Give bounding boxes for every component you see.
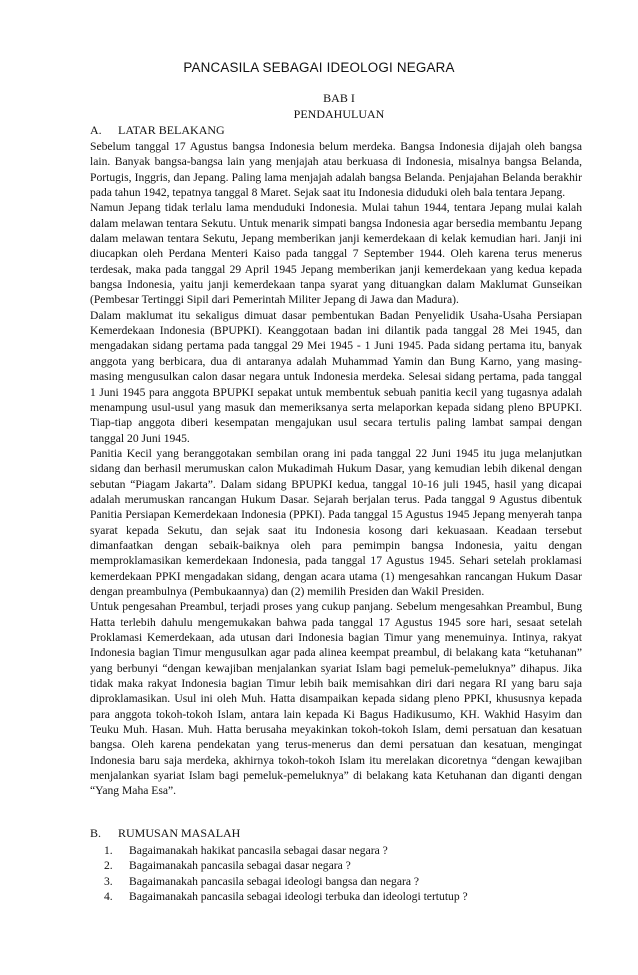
document-title: PANCASILA SEBAGAI IDEOLOGI NEGARA xyxy=(183,60,455,75)
paragraph: Namun Jepang tidak terlalu lama menduduki Indonesia. Mulai tahun 1944, tentara Jepang mulai kalah dalam melawan tentara Sekutu. Untuk menarik simpati bangsa Indonesia agar bersedia membantu Jepang dalam melawan tentara Sekutu, Jepang memberikan janji kemerdekaan di kelak kemudian hari. Janji ini diucapkan oleh Perdana Menteri Kaiso pada tanggal 7 September 1944. Oleh karena terus menerus terdesak, maka pada tanggal 29 April 1945 Jepang memberikan janji kemerdekaan yang kedua kepada bangsa Indonesia, yaitu janji kemerdekaan tanpa syarat yang dituangkan dalam Maklumat Gunseikan (Pembesar Tertinggi Sipil dari Pemerintah Militer Jepang di Jawa dan Madura). xyxy=(90,201,582,307)
section-a-number: A. xyxy=(90,123,102,137)
section-b-number: B. xyxy=(90,826,102,840)
paragraph: Dalam maklumat itu sekaligus dimuat dasar pembentukan Badan Penyelidik Usaha-Usaha Persiapan Kemerdekaan Indonesia (BPUPKI). Keanggotaan badan ini dilantik pada tanggal 28 Mei 1945, dan mengadakan sidang pertama pada tanggal 29 Mei 1945 - 1 Juni 1945. Pada sidang pertama itu, banyak anggota yang berbicara, dua di antaranya adalah Muhammad Yamin dan Bung Karno, yang masing-masing mengusulkan calon dasar negara untuk Indonesia merdeka. Selesai sidang pertama, pada tanggal 1 Juni 1945 para anggota BPUPKI sepakat untuk membentuk sebuah panitia kecil yang tugasnya adalah menampung usul-usul yang masuk dan memeriksanya serta melaporkan kepada sidang pleno BPUPKI. Tiap-tiap anggota diberi kesempatan mengajukan usul secara tertulis paling lambat sampai dengan tanggal 20 Juni 1945. xyxy=(90,308,582,445)
section-a-title: LATAR BELAKANG xyxy=(118,123,225,137)
paragraph: Panitia Kecil yang beranggotakan sembilan orang ini pada tanggal 22 Juni 1945 itu juga melanjutkan sidang dan berhasil merumuskan calon Mukadimah Hukum Dasar, yang kemudian lebih dikenal dengan sebutan “Piagam Jakarta”. Dalam sidang BPUPKI kedua, tanggal 10-16 juli 1945, hasil yang dicapai adalah merumuskan rancangan Hukum Dasar. Sejarah berjalan terus. Pada tanggal 9 Agustus dibentuk Panitia Persiapan Kemerdekaan Indonesia (PPKI). Pada tanggal 15 Agustus 1945 Jepang menyerah tanpa syarat kepada Sekutu, dan sejak saat itu Indonesia kosong dari kekuasaan. Keadaan tersebut dimanfaatkan dengan sebaik-baiknya oleh para pemimpin bangsa Indonesia, yaitu dengan memproklamasikan kemerdekaan Indonesia, pada tanggal 17 Agustus 1945. Sehari setelah proklamasi kemerdekaan PPKI mengadakan sidang, dengan acara utama (1) mengesahkan rancangan Hukum Dasar dengan preambulnya (Pembukaannya) dan (2) memilih Presiden dan Wakil Presiden. xyxy=(90,446,582,598)
list-item: 1. Bagaimanakah hakikat pancasila sebagai dasar negara ? xyxy=(104,844,388,857)
chapter-number: BAB I xyxy=(323,91,355,105)
section-a-body xyxy=(90,139,582,799)
paragraph: Untuk pengesahan Preambul, terjadi proses yang cukup panjang. Sebelum mengesahkan Preambul, Bung Hatta terlebih dahulu mengemukakan bahwa pada tanggal 17 Agustus 1945 sore hari, sesaat setelah Proklamasi Kemerdekaan, ada utusan dari Indonesia bagian Timur yang menemuinya. Intinya, rakyat Indonesia bagian Timur mengusulkan agar pada alinea keempat preambul, di belakang kata “ketuhanan” yang berbunyi “dengan kewajiban menjalankan syariat Islam bagi pemeluk-pemeluknya” dihapus. Jika tidak maka rakyat Indonesia bagian Timur lebih baik memisahkan diri dari negara RI yang baru saja diproklamasikan. Usul ini oleh Muh. Hatta disampaikan kepada sidang pleno PPKI, khususnya kepada para anggota tokoh-tokoh Islam, antara lain kepada Ki Bagus Hadikusumo, KH. Wakhid Hasyim dan Teuku Muh. Hasan. Muh. Hatta berusaha meyakinkan tokoh-tokoh Islam, demi persatuan dan kesatuan bangsa. Oleh karena pendekatan yang terus-menerus dan demi persatuan dan kesatuan, mengingat Indonesia baru saja merdeka, akhirnya tokoh-tokoh Islam itu merelakan dicoretnya “dengan kewajiban menjalankan syariat Islam bagi pemeluk-pemeluknya” di belakang kata Ketuhanan dan diganti dengan “Yang Maha Esa”. xyxy=(90,600,582,798)
list-item: 3. Bagaimanakah pancasila sebagai ideologi bangsa dan negara ? xyxy=(104,874,420,888)
section-b-title: RUMUSAN MASALAH xyxy=(118,826,241,840)
paragraph: Sebelum tanggal 17 Agustus bangsa Indonesia belum merdeka. Bangsa Indonesia dijajah oleh bangsa lain. Banyak bangsa-bangsa lain yang menjajah atau berkuasa di Indonesia, misalnya bangsa Belanda, Portugis, Inggris, dan Jepang. Paling lama menjajah adalah bangsa Belanda. Penjajahan Belanda berakhir pada tahun 1942, tepatnya tanggal 8 Maret. Sejak saat itu Indonesia diduduki oleh bala tentara Jepang. xyxy=(90,140,582,200)
section-a-heading xyxy=(90,123,225,138)
chapter-title: PENDAHULUAN xyxy=(293,107,385,121)
section-b-heading xyxy=(90,826,240,841)
list-item: 2. Bagaimanakah pancasila sebagai dasar negara ? xyxy=(104,859,351,873)
list-item: 4. Bagaimanakah pancasila sebagai ideologi terbuka dan ideologi tertutup ? xyxy=(104,890,468,904)
problem-list xyxy=(104,843,574,905)
